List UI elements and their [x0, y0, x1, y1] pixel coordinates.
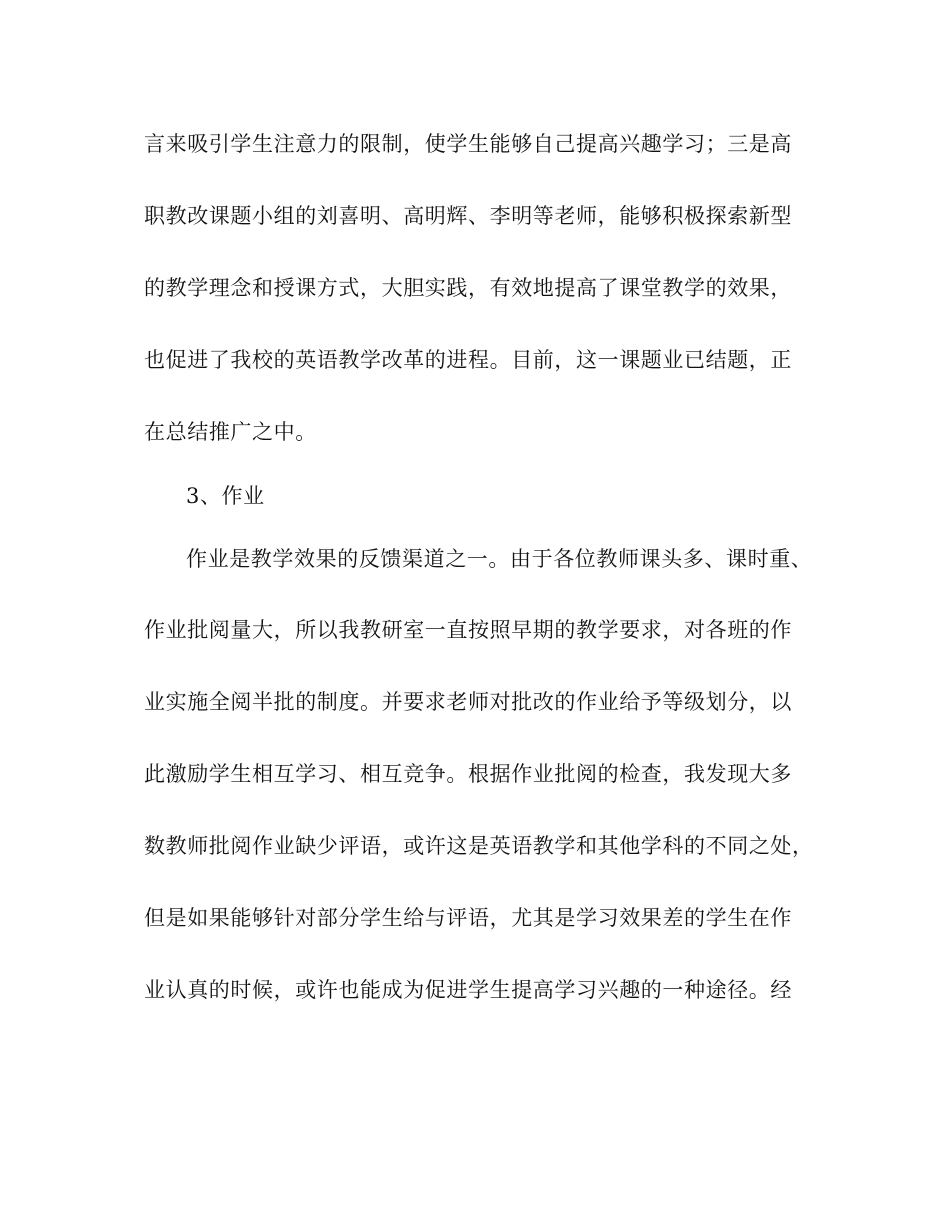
text-line: 职教改课题小组的刘喜明、高明辉、李明等老师，能够积极探索新型 [144, 204, 792, 228]
text-line: 此激励学生相互学习、相互竞争。根据作业批阅的检查，我发现大多 [144, 762, 792, 786]
text-line: 作业是教学效果的反馈渠道之一。由于各位教师课头多、课时重、 [186, 547, 813, 571]
text-line: 言来吸引学生注意力的限制，使学生能够自己提高兴趣学习；三是高 [144, 132, 792, 156]
text-line: 数教师批阅作业缺少评语，或许这是英语教学和其他学科的不同之处， [144, 834, 814, 858]
text-line: 的教学理念和授课方式，大胆实践，有效地提高了课堂教学的效果， [144, 276, 792, 300]
section-heading: 3、作业 [186, 484, 265, 508]
text-line: 业实施全阅半批的制度。并要求老师对批改的作业给予等级划分，以 [144, 690, 792, 714]
text-line: 但是如果能够针对部分学生给与评语，尤其是学习效果差的学生在作 [144, 906, 792, 930]
text-line: 作业批阅量大，所以我教研室一直按照早期的教学要求，对各班的作 [144, 618, 792, 642]
text-line: 业认真的时候，或许也能成为促进学生提高学习兴趣的一种途径。经 [144, 978, 792, 1002]
text-line: 在总结推广之中。 [144, 420, 317, 444]
text-line: 也促进了我校的英语教学改革的进程。目前，这一课题业已结题，正 [144, 348, 792, 372]
